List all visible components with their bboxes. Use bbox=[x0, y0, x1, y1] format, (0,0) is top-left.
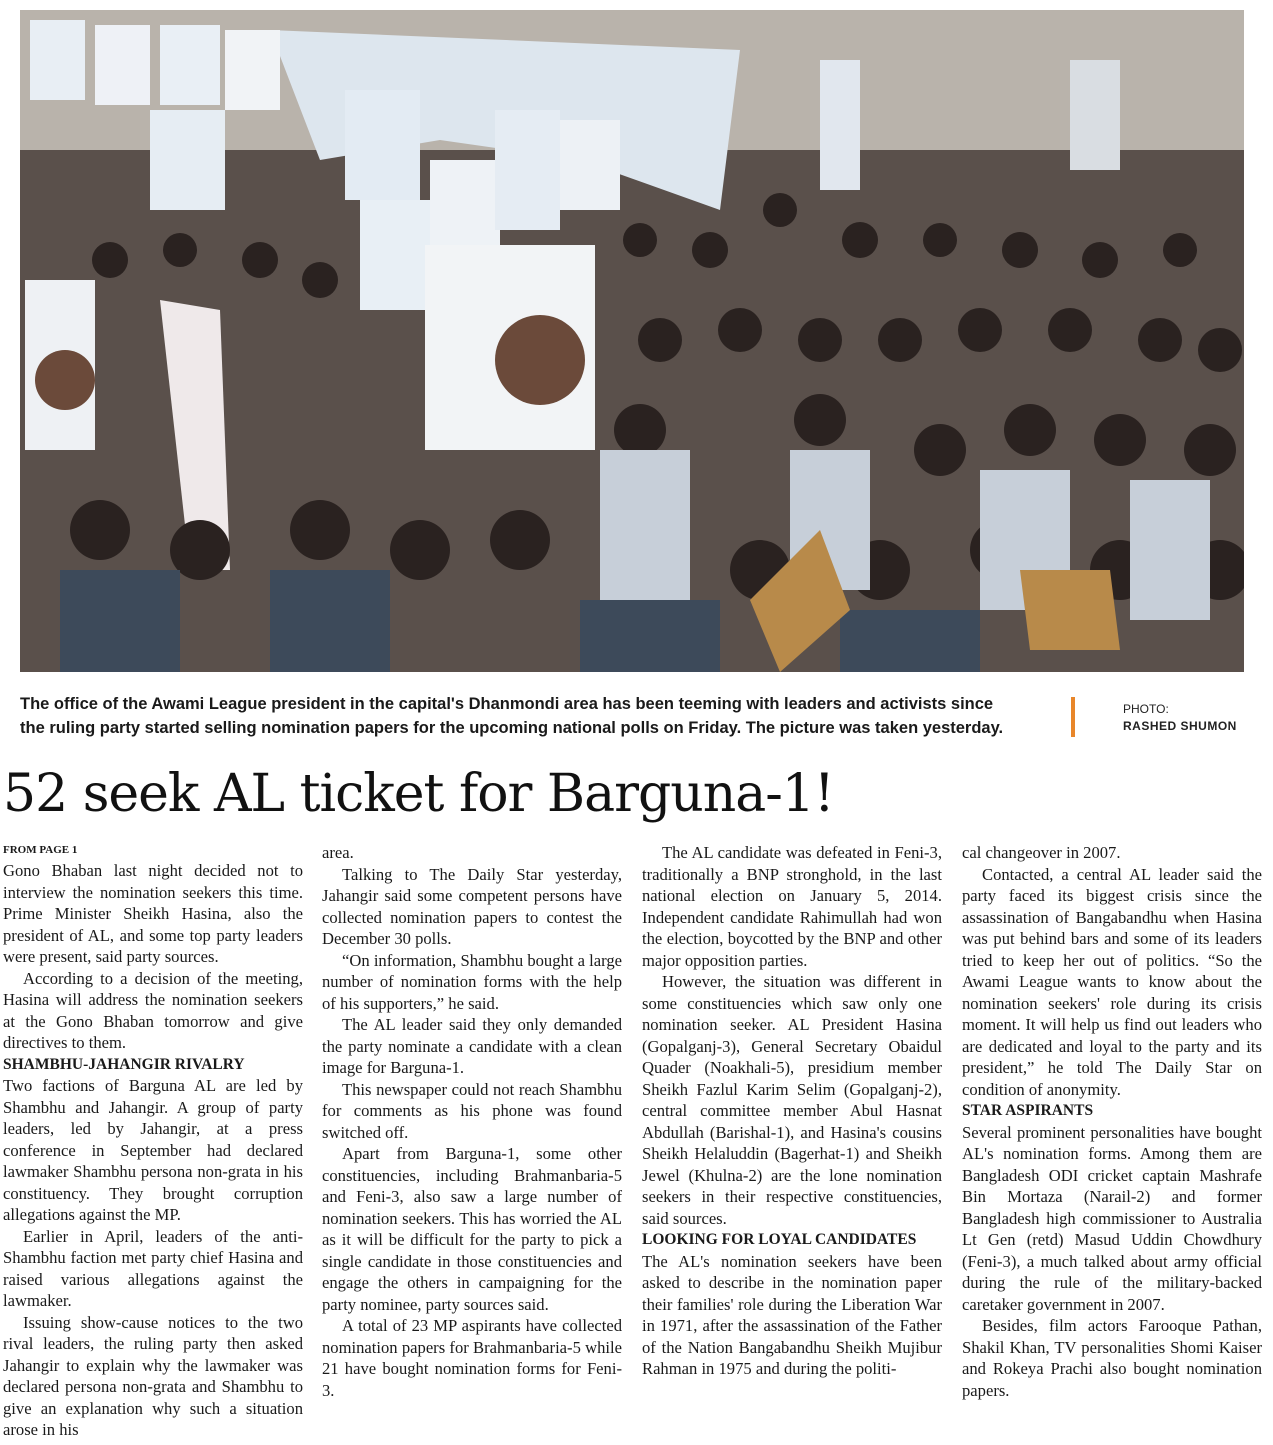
paragraph: Apart from Barguna-1, some other constituencies, including Brahmanbaria-5 and Feni-3, also saw a large number of nomination seekers. This has worried the AL as it will be difficult for the party to pick a single candidate in those constituencies and engage the others in campaigning for the party nominee, party sources said. bbox=[322, 1144, 622, 1314]
subheading: STAR ASPIRANTS bbox=[962, 1102, 1094, 1119]
paragraph: Several prominent personalities have bought AL's nomination forms. Among them are Bangladesh ODI cricket captain Mashrafe Bin Mortaza (Narail-2) and former Bangladesh high commissioner to Australia Lt Gen (retd) Masud Uddin Chowdhury (Feni-3), a much talked about army official during the rule of the military-backed caretaker government in 2007. bbox=[962, 1122, 1262, 1314]
paragraph: Contacted, a central AL leader said the party faced its biggest crisis since the assassination of Bangabandhu when Hasina was put behind bars and some of its leaders tried to keep her out of politics. “So the Awami League wants to know about the nomination seekers' role during its crisis moment. It will help us find out leaders who are dedicated and loyal to the party and its president,” he told The Daily Star on condition of anonymity. bbox=[962, 864, 1262, 1099]
caption-line: the ruling party started selling nomination papers for the upcoming national polls on Friday. The picture was taken yesterday. bbox=[20, 719, 1004, 737]
paragraph: area. bbox=[322, 843, 354, 862]
article-column-1 bbox=[3, 842, 303, 1441]
subheading: LOOKING FOR LOYAL CANDIDATES bbox=[642, 1231, 917, 1248]
paragraph: Gono Bhaban last night decided not to interview the nomination seekers this time. Prime Minister Sheikh Hasina, also the president of AL, and some top party leaders were present, said party sources. bbox=[3, 861, 303, 966]
paragraph: The AL leader said they only demanded the party nominate a candidate with a clean image for Barguna-1. bbox=[322, 1015, 622, 1077]
paragraph: cal changeover in 2007. bbox=[962, 843, 1121, 862]
paragraph: Talking to The Daily Star yesterday, Jahangir said some competent persons have collected nomination papers to contest the December 30 polls. bbox=[322, 864, 622, 948]
article-column-2 bbox=[322, 842, 622, 1401]
credit-name: RASHED SHUMON bbox=[1123, 719, 1237, 733]
paragraph: A total of 23 MP aspirants have collected nomination papers for Brahmanbaria-5 while 21 have bought nomination forms for Feni-3. bbox=[322, 1316, 622, 1400]
paragraph: Issuing show-cause notices to the two rival leaders, the ruling party then asked Jahangir to explain why the lawmaker was declared persona non-grata and Shambhu to give an explanation why such a situation arose in his bbox=[3, 1312, 303, 1439]
headline: 52 seek AL ticket for Barguna-1! bbox=[3, 764, 834, 824]
paragraph: Two factions of Barguna AL are led by Shambhu and Jahangir. A group of party leaders, led by Jahangir, at a press conference in September had declared lawmaker Shambhu persona non-grata in his constituency. They brought corruption allegations against the MP. bbox=[3, 1076, 303, 1224]
paragraph: Earlier in April, leaders of the anti-Shambhu faction met party chief Hasina and raised various allegations against the lawmaker. bbox=[3, 1226, 303, 1310]
paragraph: This newspaper could not reach Shambhu for comments as his phone was found switched off. bbox=[322, 1079, 622, 1142]
photo-credit bbox=[1123, 701, 1237, 735]
article-column-3 bbox=[642, 842, 942, 1380]
paragraph: Besides, film actors Farooque Pathan, Shakil Khan, TV personalities Shomi Kaiser and Rokeya Prachi also bought nomination papers. bbox=[962, 1316, 1262, 1400]
paragraph: The AL's nomination seekers have been asked to describe in the nomination paper their families' role during the Liberation War in 1971, after the assassination of the Father of the Nation Bangabandhu Sheikh Mujibur Rahman in 1975 and during the politi- bbox=[642, 1251, 942, 1378]
caption-line: The office of the Awami League president in the capital's Dhanmondi area has been teeming with leaders and activists since bbox=[20, 695, 994, 713]
from-page-label: FROM PAGE 1 bbox=[3, 844, 78, 856]
paragraph: However, the situation was different in some constituencies which saw only one nomination seeker. AL President Hasina (Gopalganj-3), General Secretary Obaidul Quader (Noakhali-5), presidium member Sheikh Fazlul Karim Selim (Gopalganj-2), central committee member Abul Hasnat Abdullah (Barishal-1), and Hasina's cousins Sheikh Helaluddin (Bagerhat-1) and Sheikh Jewel (Khulna-2) are the lone nomination seekers in their respective constituencies, said sources. bbox=[642, 972, 942, 1228]
article-column-4 bbox=[962, 842, 1262, 1401]
credit-divider bbox=[1071, 697, 1075, 737]
paragraph: The AL candidate was defeated in Feni-3, traditionally a BNP stronghold, in the last national election on January 5, 2014. Independent candidate Rahimullah had won the election, boycotted by the BNP and other major opposition parties. bbox=[642, 843, 942, 970]
photo-caption bbox=[20, 692, 1030, 740]
credit-label: PHOTO: bbox=[1123, 702, 1169, 716]
paragraph: “On information, Shambhu bought a large number of nomination forms with the help of his supporters,” he said. bbox=[322, 950, 622, 1013]
subheading: SHAMBHU-JAHANGIR RIVALRY bbox=[3, 1055, 245, 1073]
paragraph: According to a decision of the meeting, Hasina will address the nomination seekers at the Gono Bhaban tomorrow and give directives to them. bbox=[3, 968, 303, 1052]
crowd-photo bbox=[20, 10, 1244, 672]
crowd-photo-illustration bbox=[20, 10, 1244, 672]
